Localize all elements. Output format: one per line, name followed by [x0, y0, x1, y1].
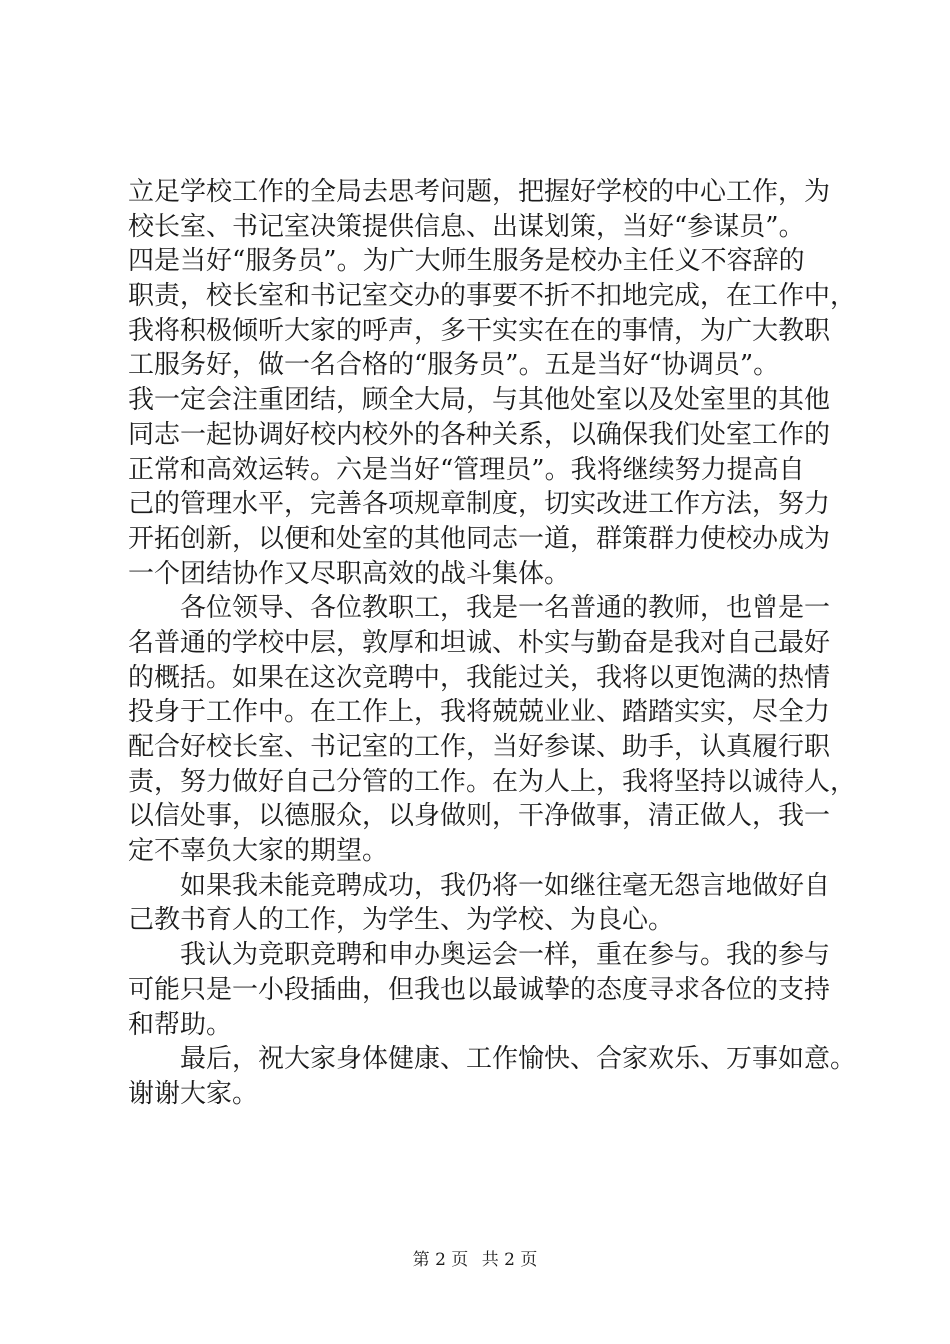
text-line: 责，努力做好自己分管的工作。在为人上，我将坚持以诚待人，: [128, 766, 857, 797]
text-line: 配合好校长室、书记室的工作，当好参谋、助手，认真履行职: [128, 732, 831, 762]
text-line: 职责，校长室和书记室交办的事要不折不扣地完成，在工作中，: [128, 281, 857, 312]
text-line: 名普通的学校中层，敦厚和坦诚、朴实与勤奋是我对自己最好: [128, 627, 831, 658]
text-line: 正常和高效运转。六是当好“管理员”。我将继续努力提高自: [128, 454, 805, 485]
text-line: 开拓创新，以便和处室的其他同志一道，群策群力使校办成为: [128, 523, 831, 554]
text-line: 可能只是一小段插曲，但我也以最诚挚的态度寻求各位的支持: [128, 974, 831, 1005]
text-line: 定不辜负大家的期望。: [128, 836, 389, 867]
text-line: 和帮助。: [128, 1009, 233, 1040]
text-line: 四是当好“服务员”。为广大师生服务是校办主任义不容辞的: [128, 246, 805, 277]
text-line: 的概括。如果在这次竞聘中，我能过关，我将以更饱满的热情: [128, 662, 831, 693]
text-line: 立足学校工作的全局去思考问题，把握好学校的中心工作，为: [128, 177, 831, 207]
page-number: 第 2 页: [412, 1250, 469, 1270]
body-text: [128, 175, 860, 1112]
text-line: 各位领导、各位教职工，我是一名普通的教师，也曾是一: [128, 593, 831, 624]
page-footer: [0, 1245, 950, 1270]
text-line: 同志一起协调好校内校外的各种关系，以确保我们处室工作的: [128, 419, 831, 450]
text-line: 最后，祝大家身体健康、工作愉快、合家欢乐、万事如意。: [128, 1044, 857, 1075]
text-line: 己教书育人的工作，为学生、为学校、为良心。: [128, 905, 675, 936]
text-line: 工服务好，做一名合格的“服务员”。五是当好“协调员”。: [128, 350, 780, 381]
text-line: 一个团结协作又尽职高效的战斗集体。: [128, 558, 571, 589]
text-line: 如果我未能竞聘成功，我仍将一如继往毫无怨言地做好自: [128, 870, 831, 901]
text-line: 己的管理水平，完善各项规章制度，切实改进工作方法，努力: [128, 489, 831, 520]
page-total: 共 2 页: [481, 1250, 538, 1270]
text-line: 谢谢大家。: [128, 1078, 259, 1109]
text-line: 我认为竞职竞聘和申办奥运会一样，重在参与。我的参与: [128, 940, 831, 971]
text-line: 我一定会注重团结，顾全大局，与其他处室以及处室里的其他: [128, 385, 831, 416]
text-line: 我将积极倾听大家的呼声，多干实实在在的事情，为广大教职: [128, 315, 831, 346]
text-line: 投身于工作中。在工作上，我将兢兢业业、踏踏实实，尽全力: [128, 697, 831, 728]
text-line: 校长室、书记室决策提供信息、出谋划策，当好“参谋员”。: [128, 211, 805, 242]
text-line: 以信处事，以德服众，以身做则，干净做事，清正做人，我一: [128, 801, 831, 832]
